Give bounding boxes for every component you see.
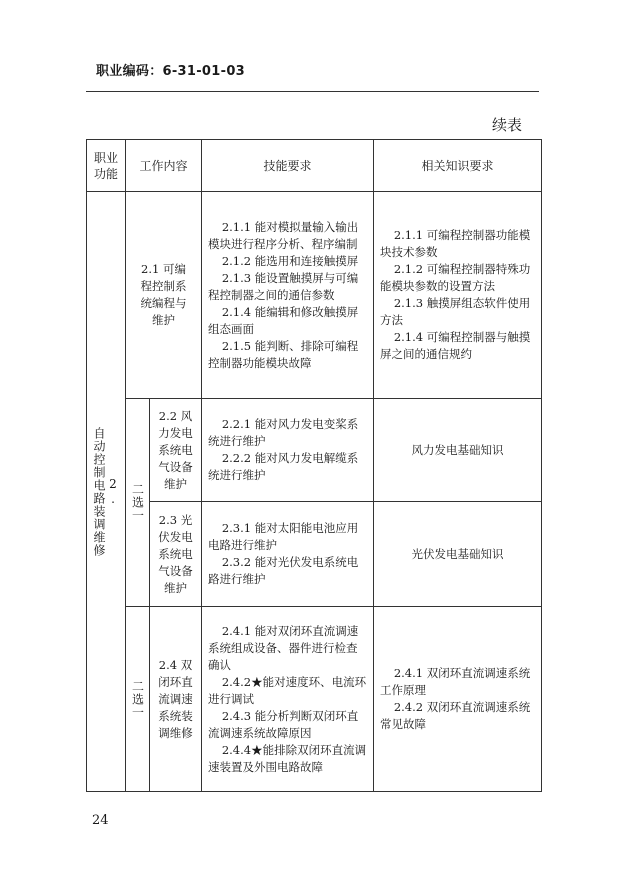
header-work: 工作内容 [126, 140, 202, 192]
skill-cell-2-1 [202, 192, 374, 399]
choose-one-cell [126, 399, 150, 607]
knowledge-item: 2.1.1 可编程控制器功能模块技术参数 [380, 228, 531, 259]
header-skill: 技能要求 [202, 140, 374, 192]
work-cell-2-3: 2.3 光伏发电系统电气设备维护 [150, 502, 202, 607]
table-header-row [87, 140, 542, 192]
knowledge-item: 2.1.2 可编程控制器特殊功能模块参数的设置方法 [380, 262, 531, 293]
skill-item: 2.3.2 能对光伏发电系统电路进行维护 [208, 555, 359, 586]
skill-item: 2.1.2 能选用和连接触摸屏 [221, 253, 359, 268]
work-cell-2-1: 2.1 可编程控制系统编程与维护 [126, 192, 202, 399]
skills-table [86, 139, 542, 792]
knowledge-item: 2.4.1 双闭环直流调速系统工作原理 [380, 666, 531, 697]
header-knowledge: 相关知识要求 [374, 140, 542, 192]
continued-label: 续表 [492, 116, 523, 134]
skill-item: 2.2.2 能对风力发电解缆系统进行维护 [208, 451, 359, 482]
knowledge-cell-2-4 [374, 607, 542, 792]
page-number: 24 [92, 813, 109, 828]
knowledge-item: 2.1.4 可编程控制器与触摸屏之间的通信规约 [380, 330, 531, 361]
knowledge-cell-2-2: 风力发电基础知识 [374, 399, 542, 502]
work-cell-2-2: 2.2 风力发电系统电气设备维护 [150, 399, 202, 502]
skill-item: 2.1.3 能设置触摸屏与可编程控制器之间的通信参数 [208, 270, 359, 302]
skill-item: 2.4.4★能排除双闭环直流调速装置及外围电路故障 [208, 742, 367, 774]
skill-item: 2.2.1 能对风力发电变桨系统进行维护 [208, 417, 359, 448]
skill-item: 2.1.4 能编辑和修改触摸屏组态画面 [208, 304, 359, 336]
knowledge-cell-2-3: 光伏发电基础知识 [374, 502, 542, 607]
skill-item: 2.4.2★能对速度环、电流环进行调试 [208, 674, 367, 706]
occupation-code: 职业编码：6-31-01-03 [96, 64, 246, 79]
skill-cell-2-3 [202, 502, 374, 607]
table-row [87, 399, 542, 502]
skill-item: 2.4.3 能分析判断双闭环直流调速系统故障原因 [208, 708, 359, 740]
header-divider [86, 91, 539, 92]
choose-one-label: 二选一 [130, 483, 145, 522]
knowledge-item: 2.1.3 触摸屏组态软件使用方法 [380, 296, 531, 327]
header-function: 职业 功能 [87, 140, 126, 192]
knowledge-item: 2.4.2 双闭环直流调速系统常见故障 [380, 700, 531, 731]
choose-one-label: 二选一 [130, 679, 145, 719]
table-row [87, 502, 542, 607]
choose-one-cell [126, 607, 150, 792]
work-cell-2-4: 2.4 双闭环直流调速系统装调维修 [150, 607, 202, 792]
knowledge-cell-2-1 [374, 192, 542, 399]
function-label: 2. 自动控制电路装调维修 [92, 426, 120, 557]
skill-item: 2.1.5 能判断、排除可编程控制器功能模块故障 [208, 338, 359, 370]
skill-cell-2-4 [202, 607, 374, 792]
function-cell [87, 192, 126, 792]
skill-item: 2.1.1 能对模拟量输入输出模块进行程序分析、程序编制 [208, 219, 359, 251]
skill-item: 2.3.1 能对太阳能电池应用电路进行维护 [208, 521, 359, 552]
skill-cell-2-2 [202, 399, 374, 502]
table-row [87, 607, 542, 792]
skill-item: 2.4.1 能对双闭环直流调速系统组成设备、器件进行检查确认 [208, 623, 359, 672]
table-row [87, 192, 542, 399]
